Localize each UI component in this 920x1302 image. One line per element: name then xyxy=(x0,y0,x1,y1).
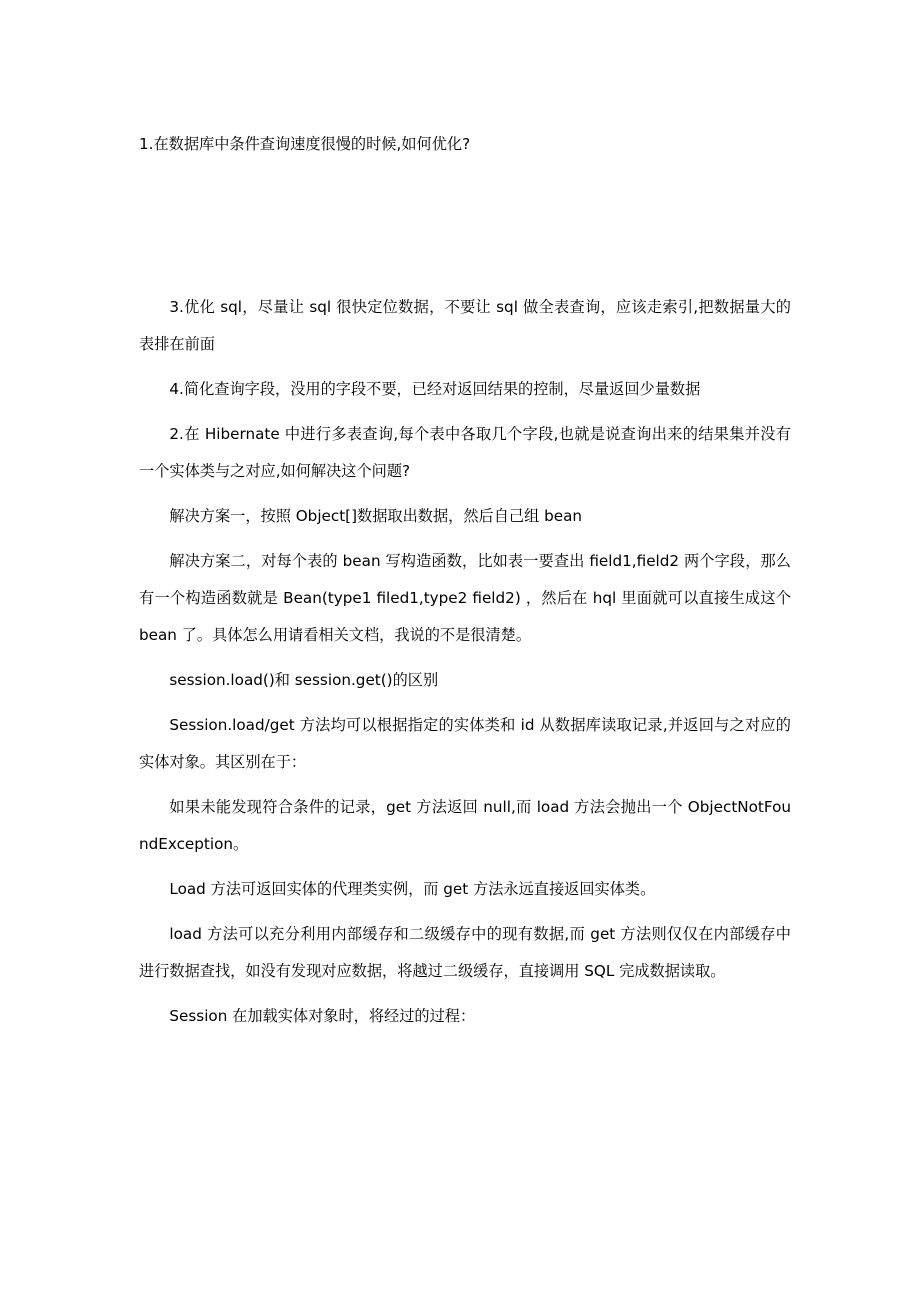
paragraph-spacer xyxy=(139,535,791,543)
difference-null-vs-exception: 如果未能发现符合条件的记录，get 方法返回 null,而 load 方法会抛出一个 ObjectNotFoundException。 xyxy=(139,798,791,853)
paragraph-spacer xyxy=(139,908,791,916)
document-text-column xyxy=(139,126,791,1035)
paragraph-spacer xyxy=(139,699,791,707)
paragraph-spacer xyxy=(139,781,791,789)
answer-item-4: 4.简化查询字段，没用的字段不要，已经对返回结果的控制，尽量返回少量数据 xyxy=(169,380,701,398)
paragraph-spacer xyxy=(139,363,791,371)
question-1-heading: 1.在数据库中条件查询速度很慢的时候,如何优化? xyxy=(139,135,471,153)
difference-cache-usage: load 方法可以充分利用内部缓存和二级缓存中的现有数据,而 get 方法则仅仅在内部缓存中进行数据查找，如没有发现对应数据，将越过二级缓存，直接调用 SQL 完成数据读取。 xyxy=(139,925,791,980)
paragraph-spacer xyxy=(139,990,791,998)
answer-item-3: 3.优化 sql，尽量让 sql 很快定位数据，不要让 sql 做全表查询，应该走索引,把数据量大的表排在前面 xyxy=(139,298,791,353)
paragraph-spacer xyxy=(139,863,791,871)
solution-two: 解决方案二，对每个表的 bean 写构造函数，比如表一要查出 field1,field2 两个字段，那么有一个构造函数就是 Bean(type1 filed1,type2 field2) ，然后在 hql 里面就可以直接生成这个 bean 了。具体怎么用请看相关文档，我说的不是很清楚。 xyxy=(139,552,791,644)
vertical-blank-gap xyxy=(139,163,791,289)
question-2-heading: 2.在 Hibernate 中进行多表查询,每个表中各取几个字段,也就是说查询出来的结果集并没有一个实体类与之对应,如何解决这个问题? xyxy=(139,425,791,480)
solution-one: 解决方案一，按照 Object[]数据取出数据，然后自己组 bean xyxy=(169,507,583,525)
session-load-get-intro: Session.load/get 方法均可以根据指定的实体类和 id 从数据库读取记录,并返回与之对应的实体对象。其区别在于： xyxy=(139,716,791,771)
paragraph-spacer xyxy=(139,408,791,416)
paragraph-spacer xyxy=(139,490,791,498)
session-load-get-topic: session.load()和 session.get()的区别 xyxy=(169,671,439,689)
difference-proxy-vs-entity: Load 方法可返回实体的代理类实例，而 get 方法永远直接返回实体类。 xyxy=(169,880,656,898)
session-load-process-heading: Session 在加载实体对象时，将经过的过程： xyxy=(169,1007,476,1025)
paragraph-spacer xyxy=(139,654,791,662)
